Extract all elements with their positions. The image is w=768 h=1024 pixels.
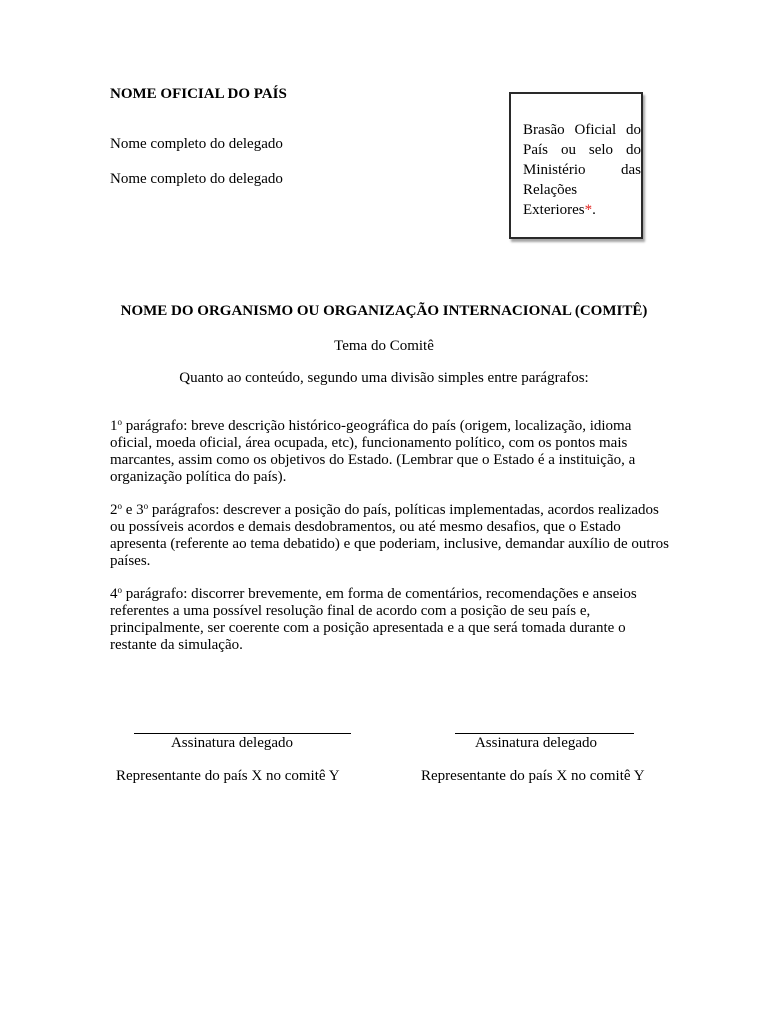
delegate-name-1: Nome completo do delegado <box>110 136 283 152</box>
seal-period: . <box>592 202 596 218</box>
paragraph-1: 1$^o$ parágrafo: breve descrição histórico-geográfica do país (origem, localização, idioma oficial, moeda oficial, área ocupada, etc), funcionamento político, com os pontos mais marcantes, assim como os objetivos do Estado. (Lembrar que o Estado é a instituição, a organização política do país). <box>110 417 636 485</box>
paragraph-2: 2$^o$ e 3$^o$ parágrafos: descrever a posição do país, políticas implementadas, acordos realizados ou possíveis acordos e demais desdobramentos, ou até mesmo desafios, que o Estado apresenta (referente ao tema debatido) e que poderiam, inclusive, demandar auxílio de outros países. <box>110 501 669 569</box>
signature-label-1: Assinatura delegado <box>170 735 294 751</box>
content-intro: Quanto ao conteúdo, segundo uma divisão simples entre parágrafos: <box>179 370 589 386</box>
representative-role-1: Representante do país X no comitê Y <box>116 768 340 784</box>
signature-line-2 <box>455 733 634 734</box>
signature-line-1 <box>134 733 351 734</box>
organization-title: NOME DO ORGANISMO OU ORGANIZAÇÃO INTERNACIONAL (COMITÊ) <box>120 303 648 319</box>
committee-theme: Tema do Comitê <box>334 338 434 354</box>
representative-role-2: Representante do país X no comitê Y <box>421 768 645 784</box>
seal-asterisk: * <box>584 202 593 218</box>
signature-label-2: Assinatura delegado <box>474 735 598 751</box>
seal-placeholder-text <box>523 120 641 220</box>
seal-placeholder-box <box>509 92 643 239</box>
country-name: NOME OFICIAL DO PAÍS <box>110 86 287 102</box>
seal-text: Brasão Oficial do País ou selo do Ministério das Relações Exteriores <box>523 122 641 218</box>
paragraph-3: 4$^o$ parágrafo: discorrer brevemente, em forma de comentários, recomendações e anseios referentes a uma possível resolução final de acordo com a posição de seu país e, principalmente, ser coerente com a posição apresentada e a que será tomada durante o restante da simulação. <box>110 585 637 653</box>
delegate-name-2: Nome completo do delegado <box>110 171 283 187</box>
